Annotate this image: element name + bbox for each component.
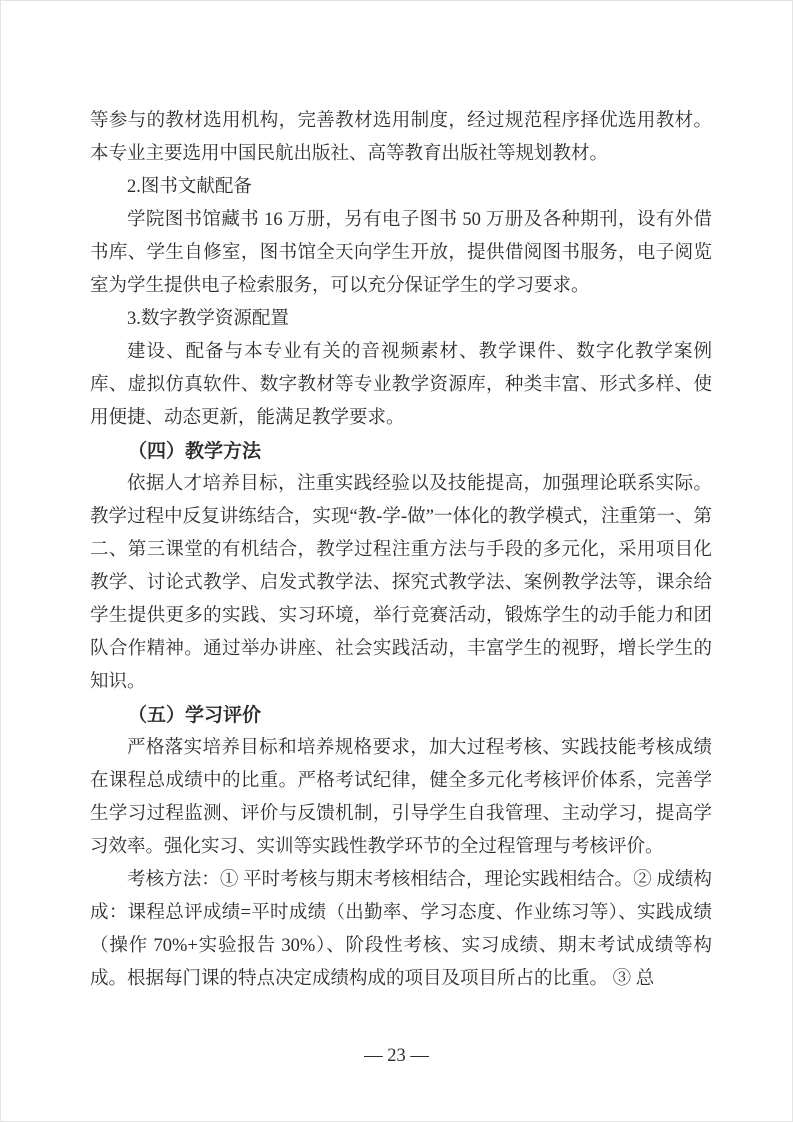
section-heading: （四）教学方法 <box>128 441 262 462</box>
paragraph: 建设、配备与本专业有关的音视频素材、教学课件、数字化教学案例库、虚拟仿真软件、数字教材等专业教学资源库，种类丰富、形式多样、使用便捷、动态更新，能满足教学要求。 <box>90 342 712 428</box>
paragraph: 学院图书馆藏书 16 万册，另有电子图书 50 万册及各种期刊，设有外借书库、学生自修室，图书馆全天向学生开放，提供借阅图书服务，电子阅览室为学生提供电子检索服务，可以充分保证学生的学习要求。 <box>90 210 712 296</box>
paragraph: 等参与的教材选用机构，完善教材选用制度，经过规范程序择优选用教材。本专业主要选用中国民航出版社、高等教育出版社等规划教材。 <box>90 111 712 164</box>
numbered-subheading: 3.数字教学资源配置 <box>127 309 289 329</box>
paragraph: 考核方法：① 平时考核与期末考核相结合，理论实践相结合。② 成绩构成：课程总评成绩=平时成绩（出勤率、学习态度、作业练习等）、实践成绩（操作 70%+实验报告 30%）、阶段性考核、实习成绩、期末考试成绩等构成。根据每门课的特点决定成绩构成的项目及项目所占的比重。 ③ 总 <box>90 870 712 989</box>
page-number: — 23 — <box>364 1046 429 1066</box>
section-heading: （五）学习评价 <box>128 705 262 726</box>
paragraph: 依据人才培养目标，注重实践经验以及技能提高，加强理论联系实际。教学过程中反复讲练结合，实现“教-学-做”一体化的教学模式，注重第一、第二、第三课堂的有机结合，教学过程注重方法与手段的多元化，采用项目化教学、讨论式教学、启发式教学法、探究式教学法、案例教学法等，课余给学生提供更多的实践、实习环境，举行竞赛活动，锻炼学生的动手能力和团队合作精神。通过举办讲座、社会实践活动，丰富学生的视野，增长学生的知识。 <box>90 474 712 692</box>
numbered-subheading: 2.图书文献配备 <box>127 177 252 197</box>
paragraph: 严格落实培养目标和培养规格要求，加大过程考核、实践技能考核成绩在课程总成绩中的比重。严格考试纪律，健全多元化考核评价体系，完善学生学习过程监测、评价与反馈机制，引导学生自我管理、主动学习，提高学习效率。强化实习、实训等实践性教学环节的全过程管理与考核评价。 <box>90 738 712 857</box>
page-footer <box>1 1044 792 1068</box>
document-body <box>90 105 712 996</box>
